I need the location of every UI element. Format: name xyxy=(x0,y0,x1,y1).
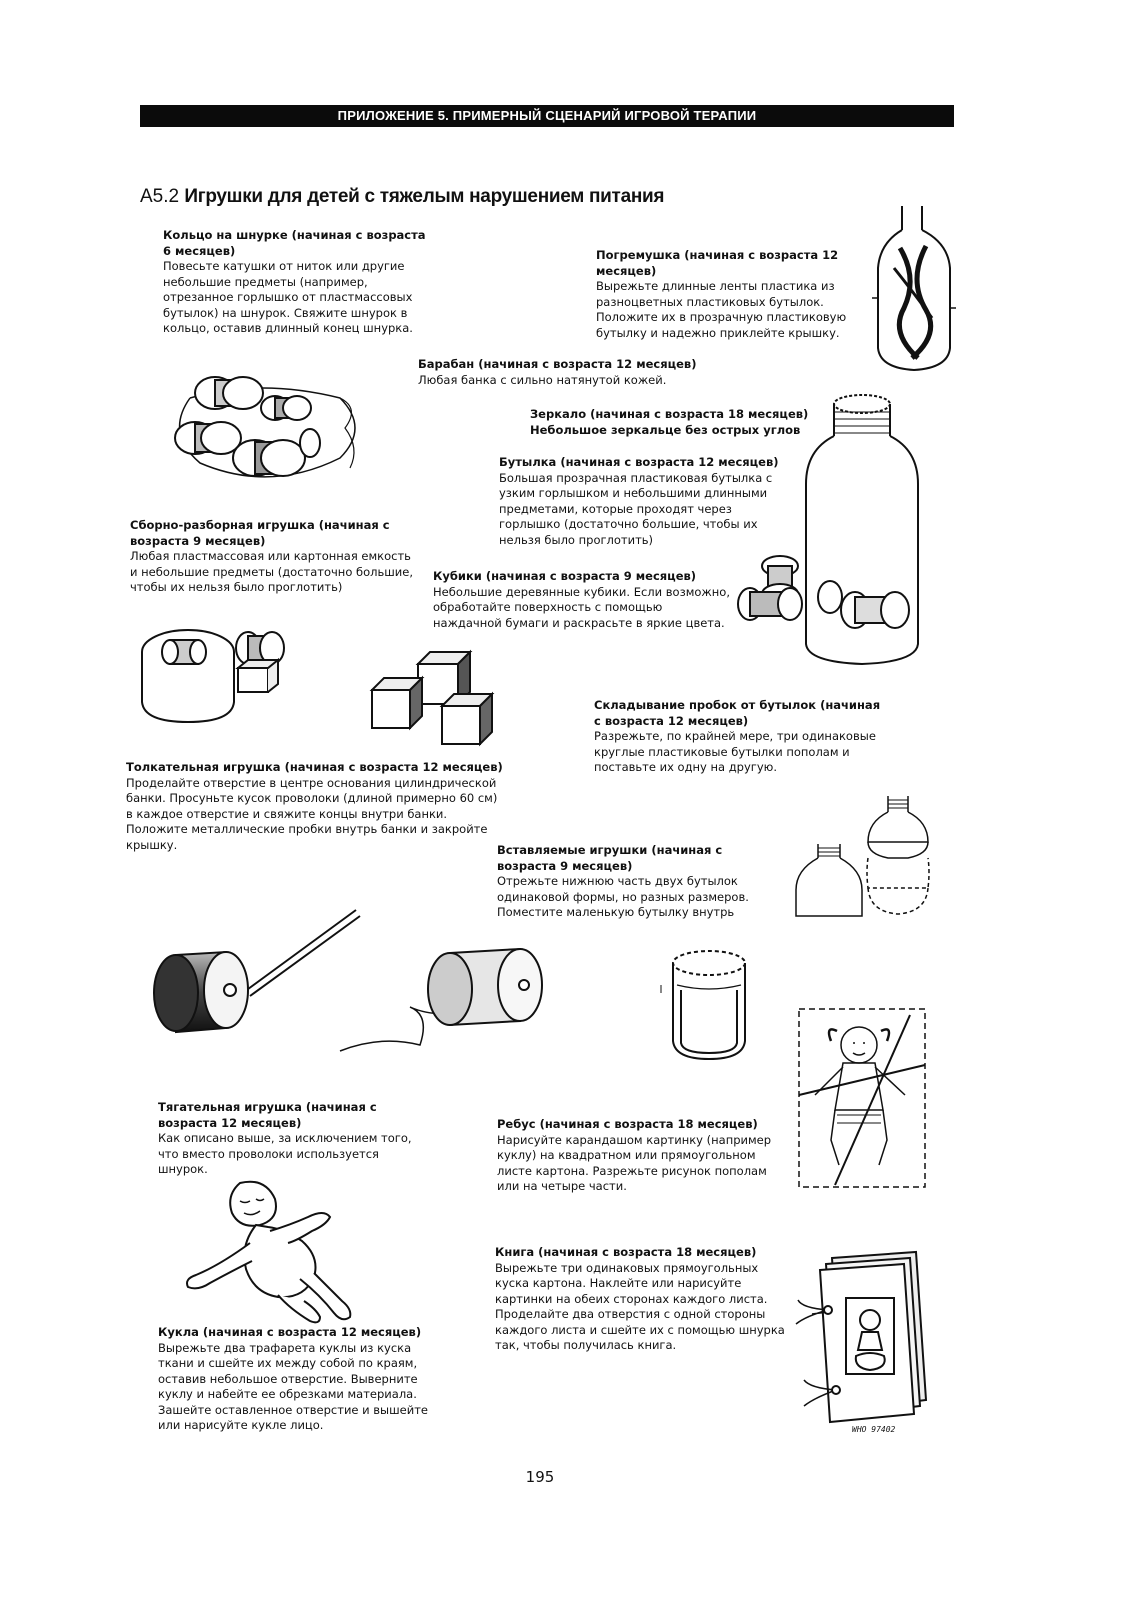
puzzle-illustration xyxy=(795,1005,930,1190)
cubes-illustration xyxy=(370,650,495,750)
item-rattle-body: Вырежьте длинные ленты пластика из разноцветных пластиковых бутылок. Положите их в прозрачную пластиковую бутылку и надежно приклейте крышку. xyxy=(596,279,847,340)
item-drum-title: Барабан (начиная с возраста 12 месяцев) xyxy=(418,357,697,371)
item-push-body: Проделайте отверстие в центре основания цилиндрической банки. Просуньте кусок проволоки (длиной примерно 60 см) в каждое отверстие и свяжите концы внутри банки. Положите металлические пробки внутрь банки и закройте крышку. xyxy=(126,775,498,852)
item-pull xyxy=(158,1100,428,1178)
section-heading: Игрушки для детей с тяжелым нарушением питания xyxy=(184,186,665,207)
glass-illustration xyxy=(655,945,760,1065)
item-cubes-body: Небольшие деревянные кубики. Если возможно, обработайте поверхность с помощью наждачной бумаги и раскрасьте в яркие цвета. xyxy=(433,584,730,630)
ring-illustration xyxy=(160,368,380,498)
item-push-title: Толкательная игрушка (начиная с возраста 12 месяцев) xyxy=(126,760,503,774)
section-number: А5.2 xyxy=(140,186,180,207)
item-doll xyxy=(158,1325,448,1434)
item-puzzle-title: Ребус (начиная с возраста 18 месяцев) xyxy=(497,1117,758,1131)
bottle-illustration xyxy=(800,392,925,667)
item-bottle-body: Большая прозрачная пластиковая бутылка с узким горлышком и небольшими длинными предметами, которые проходят через горлышко (достаточно большие, чтобы их нельзя было проглотить) xyxy=(499,470,773,547)
item-stacking-title: Складывание пробок от бутылок (начиная с возраста 12 месяцев) xyxy=(594,698,881,728)
item-drum-body: Любая банка с сильно натянутой кожей. xyxy=(418,372,667,387)
item-cubes xyxy=(433,569,733,631)
item-book xyxy=(495,1245,785,1354)
assembly-illustration xyxy=(140,620,305,725)
book-illustration xyxy=(792,1250,937,1425)
running-header: ПРИЛОЖЕНИЕ 5. ПРИМЕРНЫЙ СЦЕНАРИЙ ИГРОВОЙ ТЕРАПИИ xyxy=(140,105,954,127)
item-drum xyxy=(418,357,718,388)
item-ring-title: Кольцо на шнурке (начиная с возраста 6 месяцев) xyxy=(163,228,426,258)
item-assembly-body: Любая пластмассовая или картонная емкость и небольшие предметы (достаточно большие, чтобы их нельзя было проглотить) xyxy=(130,549,414,594)
item-puzzle xyxy=(497,1117,785,1195)
figure-code: WHO 97402 xyxy=(852,1425,896,1434)
item-stacking-body: Разрежьте, по крайней мере, три одинаковые круглые пластиковые бутылки пополам и поставьте их одну на другую. xyxy=(594,729,876,774)
item-mirror xyxy=(530,407,815,438)
item-ring-body: Повесьте катушки от ниток или другие небольшие предметы (например, отрезанное горлышко от пластмассовых бутылок) на шнурок. Свяжите шнурок в кольцо, оставив длинный конец шнурка. xyxy=(163,259,413,335)
item-doll-body: Вырежьте два трафарета куклы из куска ткани и сшейте их между собой по краям, оставив небольшое отверстие. Выверните куклу и набейте ее обрезками материала. Зашейте оставленное отверстие и вышейте или нарисуйте кукле лицо. xyxy=(158,1340,428,1432)
item-nesting-title: Вставляемые игрушки (начиная с возраста 9 месяцев) xyxy=(497,843,723,873)
item-assembly-title: Сборно-разборная игрушка (начиная с возраста 9 месяцев) xyxy=(130,518,390,548)
item-book-title: Книга (начиная с возраста 18 месяцев) xyxy=(495,1245,757,1259)
pull-toy-illustration xyxy=(320,935,560,1055)
spools-illustration xyxy=(735,552,815,632)
item-ring xyxy=(163,228,435,337)
item-pull-title: Тягательная игрушка (начиная с возраста 12 месяцев) xyxy=(158,1100,377,1130)
item-puzzle-body: Нарисуйте карандашом картинку (например куклу) на квадратном или прямоугольном листе картона. Разрежьте рисунок пополам или на четыре части. xyxy=(497,1132,772,1193)
item-stacking xyxy=(594,698,884,776)
item-push xyxy=(126,760,506,853)
doll-illustration xyxy=(180,1175,370,1325)
item-bottle xyxy=(499,455,787,548)
item-rattle-title: Погремушка (начиная с возраста 12 месяцев) xyxy=(596,248,839,278)
item-rattle xyxy=(596,248,848,341)
item-bottle-title: Бутылка (начиная с возраста 12 месяцев) xyxy=(499,455,779,469)
section-title xyxy=(140,186,664,208)
item-cubes-title: Кубики (начиная с возраста 9 месяцев) xyxy=(433,569,697,583)
rattle-illustration xyxy=(870,198,958,376)
item-mirror-title: Зеркало (начиная с возраста 18 месяцев) xyxy=(530,407,809,421)
item-pull-body: Как описано выше, за исключением того, что вместо проволоки используется шнурок. xyxy=(158,1131,412,1176)
item-book-body: Вырежьте три одинаковых прямоугольных куска картона. Наклейте или нарисуйте картинки на обеих сторонах каждого листа. Проделайте два отверстия с одной стороны каждого листа и сшейте их с помощью шнурка так, чтобы получилась книга. xyxy=(495,1260,785,1352)
item-mirror-body: Небольшое зеркальце без острых углов xyxy=(530,422,801,437)
stacking-illustration xyxy=(858,792,938,922)
nesting-illustration xyxy=(792,840,867,920)
item-nesting xyxy=(497,843,757,921)
item-assembly xyxy=(130,518,415,596)
item-nesting-body: Отрежьте нижнюю часть двух бутылок одинаковой формы, но разных размеров. Поместите маленькую бутылку внутрь xyxy=(497,874,749,919)
item-doll-title: Кукла (начиная с возраста 12 месяцев) xyxy=(158,1325,422,1339)
page-number: 195 xyxy=(525,1468,555,1486)
